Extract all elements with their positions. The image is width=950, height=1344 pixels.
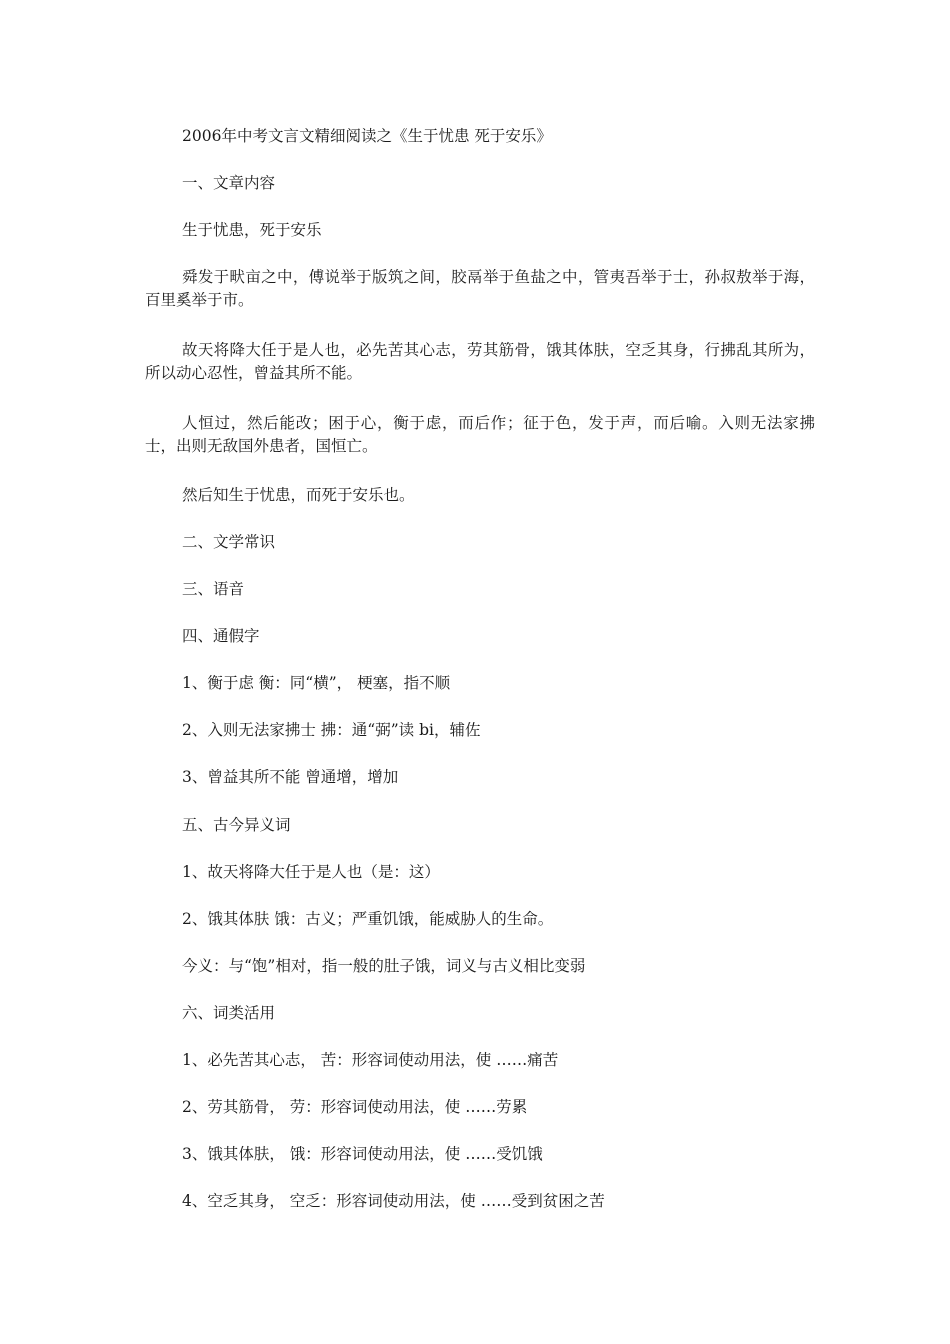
text-paragraph-1: 舜发于畎亩之中，傅说举于版筑之间，胶鬲举于鱼盐之中，管夷吾举于士，孙叔敖举于海，百里奚举于市。 <box>145 268 815 309</box>
list-item: 3、饿其体肤， 饿：形容词使动用法，使 ……受饥饿 <box>182 1145 543 1163</box>
text-paragraph-4: 然后知生于忧患，而死于安乐也。 <box>182 486 415 504</box>
text-title-line: 生于忧患，死于安乐 <box>182 221 322 239</box>
section-heading-1: 一、文章内容 <box>182 174 276 192</box>
list-item: 2、劳其筋骨， 劳：形容词使动用法，使 ……劳累 <box>182 1098 528 1116</box>
section-heading-5: 五、古今异义词 <box>182 816 291 834</box>
list-item: 1、必先苦其心志， 苦：形容词使动用法，使 ……痛苦 <box>182 1051 559 1069</box>
document-title: 2006年中考文言文精细阅读之《生于忧患 死于安乐》 <box>182 127 552 145</box>
list-item: 3、曾益其所不能 曾通增，增加 <box>182 768 399 786</box>
section-heading-3: 三、语音 <box>182 580 245 598</box>
section-heading-2: 二、文学常识 <box>182 533 276 551</box>
list-item: 1、故天将降大任于是人也（是：这） <box>182 863 440 881</box>
list-item: 4、空乏其身， 空乏：形容词使动用法，使 ……受到贫困之苦 <box>182 1192 605 1210</box>
section-heading-4: 四、通假字 <box>182 627 260 645</box>
list-item: 2、饿其体肤 饿：古义；严重饥饿，能威胁人的生命。 <box>182 910 554 928</box>
section-heading-6: 六、词类活用 <box>182 1004 276 1022</box>
list-item: 2、入则无法家拂士 拂：通“弼”读 bi，辅佐 <box>182 721 481 739</box>
list-item-note: 今义：与“饱”相对，指一般的肚子饿，词义与古义相比变弱 <box>182 957 586 975</box>
text-paragraph-2: 故天将降大任于是人也，必先苦其心志，劳其筋骨，饿其体肤，空乏其身，行拂乱其所为，所以动心忍性，曾益其所不能。 <box>145 341 815 382</box>
list-item: 1、衡于虑 衡：同“横”， 梗塞，指不顺 <box>182 674 451 692</box>
text-paragraph-3: 人恒过，然后能改；困于心，衡于虑，而后作；征于色，发于声，而后喻。入则无法家拂士，出则无敌国外患者，国恒亡。 <box>145 414 815 455</box>
